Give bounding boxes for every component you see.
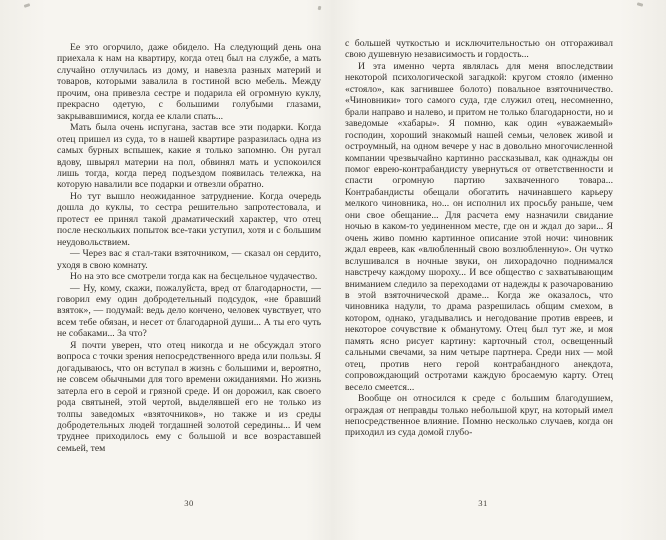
paragraph: Но тут вышло неожиданное затруднение. Когда очередь дошла до куклы, то сестра решительно запротестовала, и протест ее принял такой драматический характер, что отец после нескольких попыток все-таки уступил, хотя и с большим неудовольствием.: [57, 190, 321, 248]
paragraph-dialogue: — Через вас я стал-таки взяточником, — сказал он сердито, уходя в свою комнату.: [57, 248, 321, 271]
paragraph: Но на это все смотрели тогда как на бесцельное чудачество.: [70, 271, 318, 283]
page-number-right: 31: [478, 498, 488, 508]
page-left-text-block: [57, 42, 321, 454]
paragraph: Вообще он относился к среде с большим благодушием, ограждая от неправды только небольшой круг, на который имел непосредственное влияние. Помню несколько случаев, когда он приходил из суда домой глубо-: [345, 393, 613, 439]
page-right-text-block: [345, 38, 613, 439]
paragraph: И эта именно черта являлась для меня впоследствии некоторой психологической загадкой: кругом стояло (именно «стояло», как загнившее болото) повальное взяточничество. «Чиновники» того самого суда, где служил отец, несомненно, брали направо и налево, и притом не только благодарности, но и заведомые «хабары». Я помню, как один «уважаемый» господин, хороший знакомый нашей семьи, человек живой и остроумный, на одном вечере у нас в довольно многочисленной компании чрезвычайно картинно рассказывал, как однажды он помог еврею-контрабандисту увернуться от ответственности и спасти огромную партию захваченного товара... Контрабандисты обещали обогатить начинавшего карьеру мелкого чиновника, но... он исполнил их просьбу раньше, чем они свое обещание... Для расчета ему назначили свидание ночью в каком-то уединенном месте, где он и ждал до зари... Я очень живо помню картинное описание этой ночи: чиновник ждал евреев, как «влюбленный свою возлюбленную». Он чутко вслушивался в ночные звуки, он лихорадочно поднимался навстречу каждому шороху... И все общество с захватывающим вниманием следило за переходами от надежды к разочарованию в этой взяточнической драме... Когда же оказалось, что чиновника надули, то драма разрешилась общим смехом, в котором, однако, угадывались и негодование против евреев, и некоторое сочувствие к обманутому. Отец был тут же, и моя память ясно рисует картину: карточный стол, освещенный сальными свечами, за ним четыре партнера. Среди них — мой отец, против него герой контрабандного анекдота, сопровождающий остротами каждую бросаемую карту. Отец весело смеется...: [345, 60, 613, 393]
paragraph: Ее это огорчило, даже обидело. На следующий день она приехала к нам на квартиру, когда отец был на службе, а мать случайно отлучилась из дому, и навезла разных материй и товаров, которыми завалила в гостиной всю мебель. Между прочим, она привезла сестре и подарила ей огромную куклу, прекрасно одетую, с большими голубыми глазами, закрывавшимися, когда ее клали спать...: [57, 42, 321, 122]
scan-artifact: [318, 6, 322, 11]
paragraph-continuation: с большей чуткостью и исключительностью он отгораживал свою душевную независимость и гордость...: [345, 38, 613, 61]
paragraph: Мать была очень испугана, застав все эти подарки. Когда отец пришел из суда, то в нашей квартире разразилась одна из самых бурных вспышек, какие я только запомню. Он ругал вдову, швырял материи на пол, обвинял мать и успокоился лишь тогда, когда перед подъездом появилась тележка, на которую навалили все подарки и отвезли обратно.: [57, 122, 321, 191]
paragraph-dialogue: — Ну, кому, скажи, пожалуйста, вред от благодарности, — говорил ему один добродетельный подсудок, «не бравший взяток», — подумай: ведь дело кончено, человек чувствует, что всем тебе обязан, и несет от благодарной души... А ты его чуть не собаками... За что?: [57, 282, 321, 340]
paragraph: Я почти уверен, что отец никогда и не обсуждал этого вопроса с точки зрения непосредственного вреда или пользы. Я догадываюсь, что он вступал в жизнь с большими и, вероятно, не совсем обычными для того времени ожиданиями. Но жизнь затерла его в серой и грязной среде. И он дорожил, как своего рода святыней, этой чертой, выделявшей его не только из толпы заведомых «взяточников», но также и из среды добродетельных людей тогдашней золотой середины... И чем труднее приходилось ему с большой и все возраставшей семьей, тем: [57, 339, 321, 454]
page-number-left: 30: [184, 498, 194, 508]
scan-artifact: [24, 3, 31, 8]
scan-artifact: [637, 2, 644, 6]
